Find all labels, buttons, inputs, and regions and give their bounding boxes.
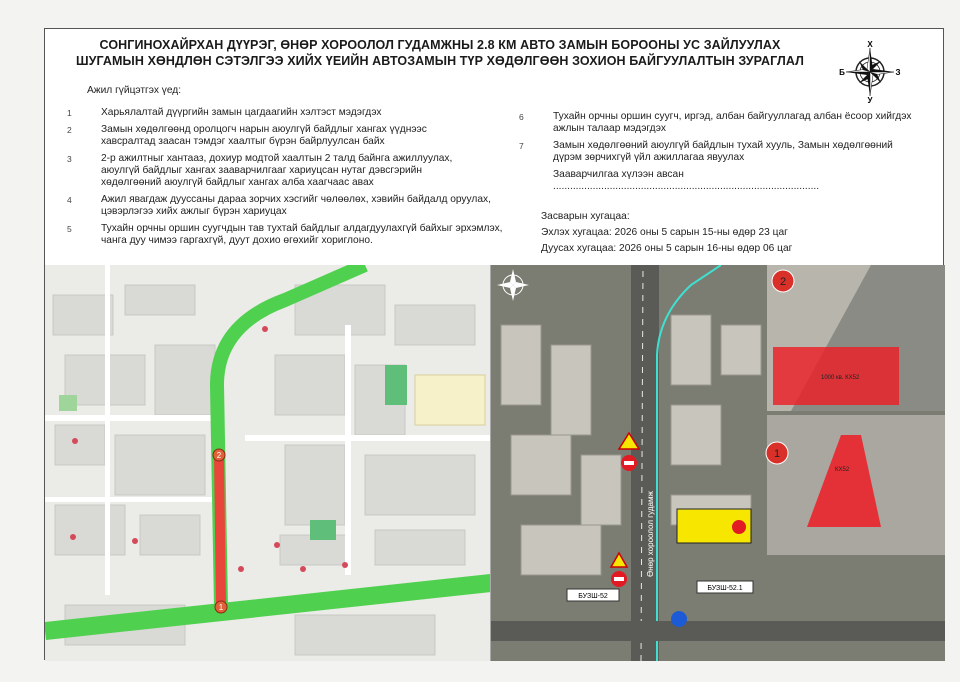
instruction-text: чанга дуу чимээ гаргахгүй, дуут дохио өгөхийг хориглоно.: [101, 235, 373, 246]
instruction-text: Замын хөдөлгөөнд оролцогч нарын аюулгүй байдлыг хангах үүднээс: [101, 124, 427, 135]
instruction-received-line: Зааварчилгаа хүлээн авсан ..............................................................................................: [553, 169, 820, 192]
instruction-number: 7: [519, 141, 524, 151]
instructions-right: [515, 111, 935, 259]
traffic-plan-sheet: [44, 28, 944, 660]
detail-1-label: 1: [773, 448, 781, 460]
repair-heading: Засварын хугацаа:: [541, 211, 630, 222]
instruction-text: ажлын талаар мэдэгдэх: [553, 123, 666, 134]
instructions-left: [63, 85, 503, 252]
instruction-item: [515, 140, 935, 164]
instruction-number: 6: [519, 112, 524, 122]
title-line-2: ШУГАМЫН ХӨНДЛӨН СЭТЭЛГЭЭ ХИЙХ ҮЕИЙН АВТОЗАМЫН ТҮР ХӨДӨЛГӨӨН ЗОХИОН БАЙГУУЛАЛТЫН ЗУРАГЛАЛ: [75, 54, 805, 68]
compass-rose-icon: [839, 41, 901, 103]
instruction-text: Замын хөдөлгөөний аюулгүй байдлын тухай хууль, Замын хөдөлгөөний: [553, 140, 893, 151]
repair-start: Эхлэх хугацаа: 2026 оны 5 сарын 15-ны өдөр 23 цаг: [541, 227, 788, 238]
instruction-number: 1: [67, 108, 72, 118]
compass-e: З: [895, 68, 901, 77]
direction-sign-icon: [671, 611, 687, 627]
repair-end: Дуусах хугацаа: 2026 оны 5 сарын 16-ны өдөр 06 цаг: [541, 243, 793, 254]
instruction-text: 2-р ажилтныг хантааз, дохиур модтой хаалтын 2 талд байнга ажиллуулах,: [101, 153, 453, 164]
instruction-item: [63, 223, 503, 247]
instruction-text: Харьялалтай дүүргийн замын цагдаагийн хэлтэст мэдэгдэх: [101, 107, 382, 118]
detail-2-label: 2: [779, 276, 787, 288]
zone-label: БУЗШ-52: [578, 593, 608, 600]
instruction-item: [63, 124, 503, 148]
street-map: [45, 265, 491, 661]
instruction-text: хавсралтад заасан тэмдэг хаалтыг бүрэн байрлуулсан байх: [101, 136, 385, 147]
instruction-text: аюулгүй байдлыг хангах зааварчилгааг хариуцсан нутаг дэвсгэрийн: [101, 165, 422, 176]
compass-n: Х: [867, 41, 873, 49]
point-1-label: 1: [218, 603, 224, 612]
instruction-number: 3: [67, 154, 72, 164]
instruction-item: [515, 111, 935, 135]
pit-label-3: КХ52: [835, 467, 850, 473]
satellite-map: [491, 265, 945, 661]
instruction-text: дүрэм зөрчихгүй үйл ажиллагаа явуулах: [553, 152, 745, 163]
instruction-text: Тухайн орчны оршин суугч, иргэд, албан байгууллагад албан ёсоор хийгдэх: [553, 111, 912, 122]
instruction-item: [63, 153, 503, 189]
instruction-number: 2: [67, 125, 72, 135]
instruction-text: Тухайн орчны оршин суугчдын тав тухтай байдлыг алдагдуулахгүй байхыг эрхэмлэх,: [101, 223, 503, 234]
compass-s: У: [867, 96, 873, 103]
instruction-item: [63, 107, 503, 119]
road-name-label: Өнөр хороолол гудамж: [646, 491, 655, 577]
instruction-number: 5: [67, 224, 72, 234]
instruction-number: 4: [67, 195, 72, 205]
repair-period: [515, 211, 935, 255]
title-line-1: СОНГИНОХАЙРХАН ДҮҮРЭГ, ӨНӨР ХОРООЛОЛ ГУДАМЖНЫ 2.8 КМ АВТО ЗАМЫН БОРООНЫ УС ЗАЙЛУУЛАХ: [99, 38, 781, 52]
contractor-heading: Ажил гүйцэтгэх үед:: [87, 85, 182, 96]
compass-w: Б: [839, 68, 845, 77]
point-2-label: 2: [216, 451, 222, 460]
instruction-text: хөдөлгөөний аюулгүй байдлыг хангах алба хаагчаас авах: [101, 177, 374, 188]
instruction-text: Ажил явагдаж дууссаны дараа зорчих хэсгийг чөлөөлөх, хэвийн байдалд оруулах,: [101, 194, 491, 205]
instruction-text: цэвэрлэгээ хийх ажлыг бүрэн хариуцах: [101, 206, 287, 217]
maps-area: [45, 265, 945, 661]
instruction-item: [63, 194, 503, 218]
zone-label-2: БУЗШ-52.1: [707, 585, 743, 592]
plan-title: [45, 37, 835, 69]
pit-label-2: 1000 кв. КХ52: [821, 375, 860, 381]
